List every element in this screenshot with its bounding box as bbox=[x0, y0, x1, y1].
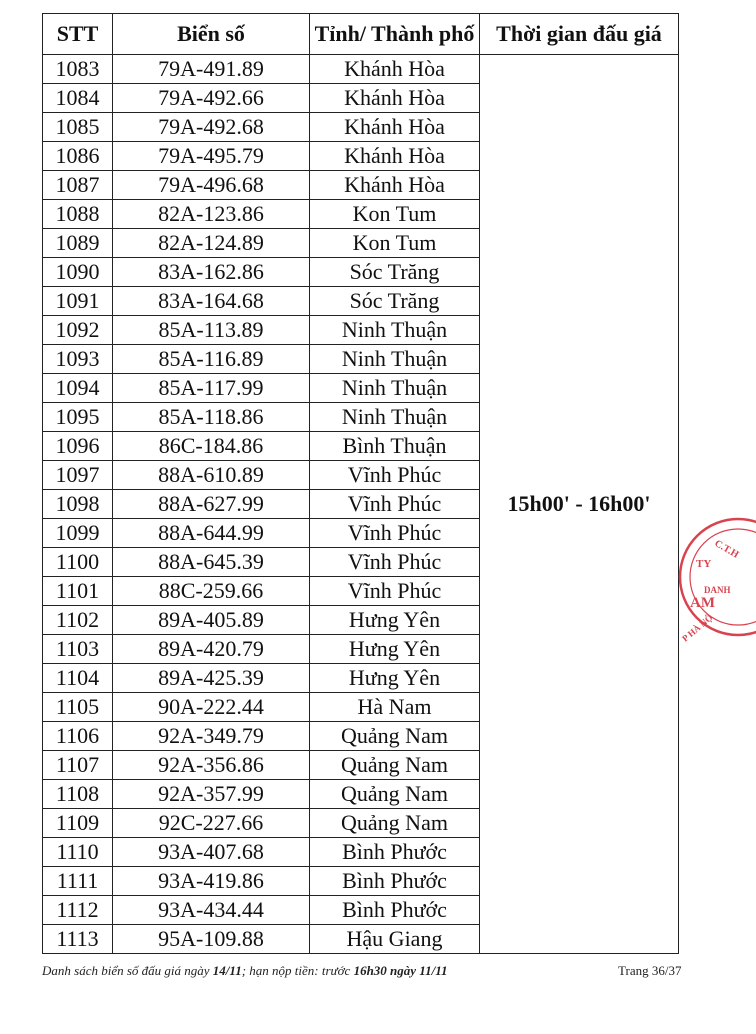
row-plate-number: 83A-164.68 bbox=[113, 287, 310, 316]
header-plate-number: Biển số bbox=[113, 14, 310, 55]
row-plate-number: 85A-116.89 bbox=[113, 345, 310, 374]
row-plate-number: 79A-495.79 bbox=[113, 142, 310, 171]
row-stt: 1090 bbox=[43, 258, 113, 287]
header-stt: STT bbox=[43, 14, 113, 55]
row-province: Bình Phước bbox=[310, 838, 480, 867]
row-stt: 1111 bbox=[43, 867, 113, 896]
row-plate-number: 83A-162.86 bbox=[113, 258, 310, 287]
row-stt: 1105 bbox=[43, 693, 113, 722]
row-province: Hà Nam bbox=[310, 693, 480, 722]
row-province: Vĩnh Phúc bbox=[310, 490, 480, 519]
svg-text:AM: AM bbox=[690, 595, 715, 611]
row-stt: 1083 bbox=[43, 55, 113, 84]
row-province: Bình Phước bbox=[310, 867, 480, 896]
row-province: Vĩnh Phúc bbox=[310, 548, 480, 577]
row-province: Kon Tum bbox=[310, 200, 480, 229]
row-plate-number: 92A-349.79 bbox=[113, 722, 310, 751]
row-stt: 1099 bbox=[43, 519, 113, 548]
row-province: Quảng Nam bbox=[310, 751, 480, 780]
row-stt: 1112 bbox=[43, 896, 113, 925]
row-province: Ninh Thuận bbox=[310, 316, 480, 345]
row-province: Hậu Giang bbox=[310, 925, 480, 954]
row-plate-number: 79A-496.68 bbox=[113, 171, 310, 200]
row-plate-number: 79A-492.66 bbox=[113, 84, 310, 113]
page-number: Trang 36/37 bbox=[618, 963, 682, 978]
row-stt: 1092 bbox=[43, 316, 113, 345]
row-province: Ninh Thuận bbox=[310, 374, 480, 403]
row-province: Vĩnh Phúc bbox=[310, 519, 480, 548]
row-province: Hưng Yên bbox=[310, 664, 480, 693]
row-province: Vĩnh Phúc bbox=[310, 461, 480, 490]
row-stt: 1101 bbox=[43, 577, 113, 606]
row-plate-number: 88A-610.89 bbox=[113, 461, 310, 490]
row-province: Sóc Trăng bbox=[310, 258, 480, 287]
table-header-row bbox=[43, 14, 679, 55]
row-stt: 1085 bbox=[43, 113, 113, 142]
row-plate-number: 79A-492.68 bbox=[113, 113, 310, 142]
row-province: Khánh Hòa bbox=[310, 142, 480, 171]
row-stt: 1106 bbox=[43, 722, 113, 751]
row-province: Vĩnh Phúc bbox=[310, 577, 480, 606]
row-stt: 1109 bbox=[43, 809, 113, 838]
svg-text:DANH: DANH bbox=[704, 585, 731, 595]
row-province: Sóc Trăng bbox=[310, 287, 480, 316]
row-stt: 1102 bbox=[43, 606, 113, 635]
row-plate-number: 85A-113.89 bbox=[113, 316, 310, 345]
svg-text:C.T.H: C.T.H bbox=[712, 538, 741, 561]
row-plate-number: 82A-124.89 bbox=[113, 229, 310, 258]
footer-deadline: 16h30 ngày 11/11 bbox=[353, 963, 448, 978]
row-stt: 1088 bbox=[43, 200, 113, 229]
row-stt: 1104 bbox=[43, 664, 113, 693]
license-plate-table bbox=[42, 13, 679, 954]
footer-date: 14/11 bbox=[212, 963, 242, 978]
row-province: Kon Tum bbox=[310, 229, 480, 258]
row-stt: 1093 bbox=[43, 345, 113, 374]
table-row bbox=[43, 55, 679, 84]
row-plate-number: 89A-405.89 bbox=[113, 606, 310, 635]
row-plate-number: 88A-645.39 bbox=[113, 548, 310, 577]
row-plate-number: 88A-644.99 bbox=[113, 519, 310, 548]
row-stt: 1091 bbox=[43, 287, 113, 316]
row-plate-number: 85A-117.99 bbox=[113, 374, 310, 403]
auction-time-cell: 15h00' - 16h00' bbox=[480, 55, 679, 954]
row-plate-number: 93A-407.68 bbox=[113, 838, 310, 867]
row-plate-number: 89A-420.79 bbox=[113, 635, 310, 664]
row-stt: 1096 bbox=[43, 432, 113, 461]
row-plate-number: 92A-357.99 bbox=[113, 780, 310, 809]
table-body bbox=[43, 55, 679, 954]
row-stt: 1095 bbox=[43, 403, 113, 432]
row-plate-number: 85A-118.86 bbox=[113, 403, 310, 432]
row-province: Khánh Hòa bbox=[310, 113, 480, 142]
row-province: Khánh Hòa bbox=[310, 84, 480, 113]
row-stt: 1108 bbox=[43, 780, 113, 809]
row-stt: 1098 bbox=[43, 490, 113, 519]
svg-text:TY: TY bbox=[696, 558, 712, 570]
row-province: Bình Thuận bbox=[310, 432, 480, 461]
row-plate-number: 86C-184.86 bbox=[113, 432, 310, 461]
row-province: Khánh Hòa bbox=[310, 171, 480, 200]
row-province: Ninh Thuận bbox=[310, 345, 480, 374]
row-stt: 1110 bbox=[43, 838, 113, 867]
row-plate-number: 95A-109.88 bbox=[113, 925, 310, 954]
svg-text:P HÀ NỘ: P HÀ NỘ bbox=[680, 612, 715, 644]
row-stt: 1103 bbox=[43, 635, 113, 664]
row-province: Quảng Nam bbox=[310, 809, 480, 838]
row-plate-number: 88C-259.66 bbox=[113, 577, 310, 606]
row-stt: 1089 bbox=[43, 229, 113, 258]
footer-text-1: Danh sách biển số đấu giá ngày bbox=[42, 963, 213, 978]
header-province: Tỉnh/ Thành phố bbox=[310, 14, 480, 55]
row-stt: 1113 bbox=[43, 925, 113, 954]
footer-note bbox=[42, 963, 448, 979]
row-province: Ninh Thuận bbox=[310, 403, 480, 432]
row-plate-number: 93A-419.86 bbox=[113, 867, 310, 896]
row-plate-number: 92C-227.66 bbox=[113, 809, 310, 838]
row-stt: 1086 bbox=[43, 142, 113, 171]
row-stt: 1094 bbox=[43, 374, 113, 403]
row-plate-number: 88A-627.99 bbox=[113, 490, 310, 519]
footer-text-2: ; hạn nộp tiền: trước bbox=[241, 963, 354, 978]
row-stt: 1097 bbox=[43, 461, 113, 490]
row-plate-number: 90A-222.44 bbox=[113, 693, 310, 722]
row-plate-number: 92A-356.86 bbox=[113, 751, 310, 780]
row-province: Hưng Yên bbox=[310, 635, 480, 664]
row-province: Quảng Nam bbox=[310, 722, 480, 751]
row-province: Hưng Yên bbox=[310, 606, 480, 635]
row-plate-number: 79A-491.89 bbox=[113, 55, 310, 84]
row-stt: 1107 bbox=[43, 751, 113, 780]
header-auction-time: Thời gian đấu giá bbox=[480, 14, 679, 55]
row-province: Khánh Hòa bbox=[310, 55, 480, 84]
row-province: Bình Phước bbox=[310, 896, 480, 925]
row-plate-number: 93A-434.44 bbox=[113, 896, 310, 925]
red-stamp-seal bbox=[676, 515, 756, 645]
row-stt: 1100 bbox=[43, 548, 113, 577]
row-plate-number: 89A-425.39 bbox=[113, 664, 310, 693]
row-stt: 1087 bbox=[43, 171, 113, 200]
row-stt: 1084 bbox=[43, 84, 113, 113]
row-province: Quảng Nam bbox=[310, 780, 480, 809]
row-plate-number: 82A-123.86 bbox=[113, 200, 310, 229]
